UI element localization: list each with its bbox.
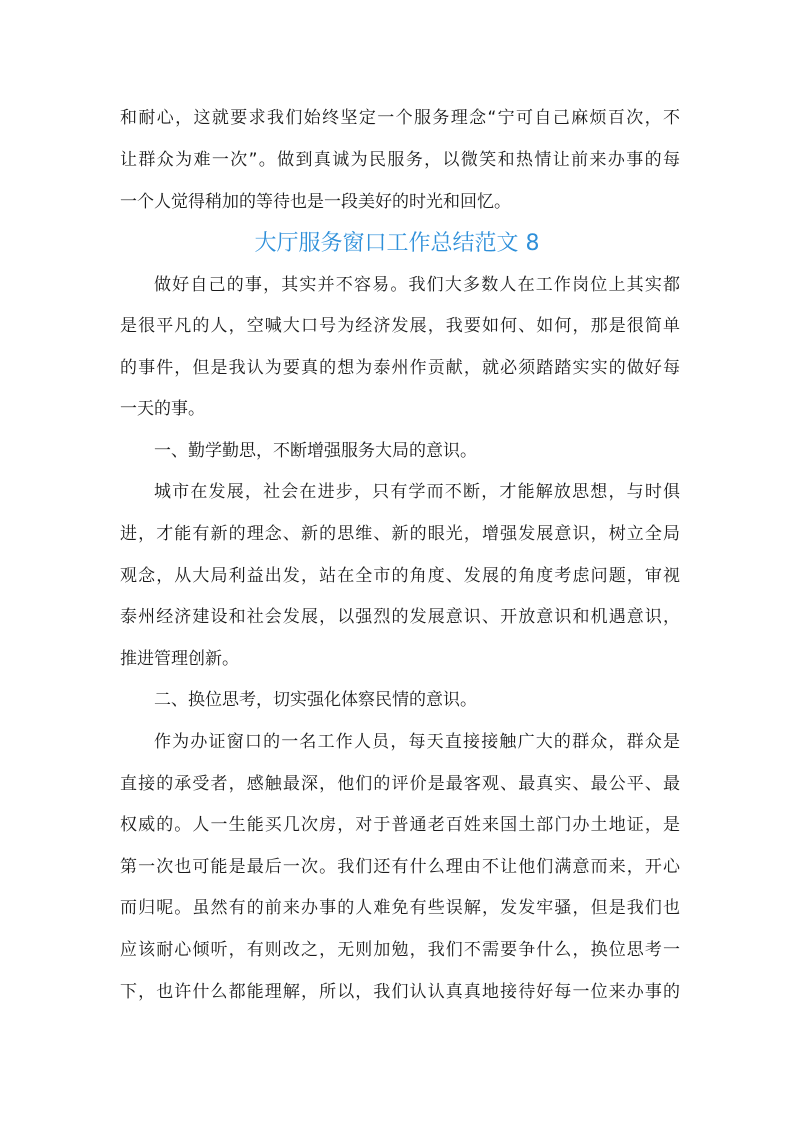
text-line: 一个人觉得稍加的等待也是一段美好的时光和回忆。: [120, 192, 511, 212]
text-line: 泰州经济建设和社会发展，以强烈的发展意识、开放意识和机遇意识，: [120, 607, 680, 627]
section-title: 大厅服务窗口工作总结范文 8: [254, 231, 540, 256]
text-line: 和耐心，这就要求我们始终坚定一个服务理念“宁可自己麻烦百次，不: [120, 108, 680, 128]
text-line: 下，也许什么都能理解，所以，我们认认真真地接待好每一位来办事的: [120, 982, 680, 1002]
text-line: 做好自己的事，其实并不容易。我们大多数人在工作岗位上其实都: [154, 275, 680, 295]
subheading-1: 一、勤学勤思，不断增强服务大局的意识。: [154, 441, 477, 461]
text-line: 进，才能有新的理念、新的思维、新的眼光，增强发展意识，树立全局: [120, 524, 680, 544]
text-line: 是很平凡的人，空喊大口号为经济发展，我要如何、如何，那是很简单: [120, 316, 680, 336]
text-line: 直接的承受者，感触最深，他们的评价是最客观、最真实、最公平、最: [120, 774, 680, 794]
text-line: 一天的事。: [120, 399, 205, 419]
text-line: 应该耐心倾听，有则改之，无则加勉，我们不需要争什么，换位思考一: [120, 940, 680, 960]
text-line: 权威的。人一生能买几次房，对于普通老百姓来国土部门办土地证，是: [120, 815, 680, 835]
text-line: 城市在发展，社会在进步，只有学而不断，才能解放思想，与时俱: [154, 482, 680, 502]
text-line: 观念，从大局利益出发，站在全市的角度、发展的角度考虑问题，审视: [120, 566, 680, 586]
text-line: 让群众为难一次”。做到真诚为民服务，以微笑和热情让前来办事的每: [120, 150, 680, 170]
text-line: 而归呢。虽然有的前来办事的人难免有些误解，发发牢骚，但是我们也: [120, 898, 680, 918]
text-line: 作为办证窗口的一名工作人员，每天直接接触广大的群众，群众是: [154, 732, 680, 752]
text-line: 推进管理创新。: [120, 649, 239, 669]
text-line: 第一次也可能是最后一次。我们还有什么理由不让他们满意而来，开心: [120, 857, 680, 877]
subheading-2: 二、换位思考，切实强化体察民情的意识。: [154, 690, 477, 710]
text-line: 的事件，但是我认为要真的想为泰州作贡献，就必须踏踏实实的做好每: [120, 358, 680, 378]
